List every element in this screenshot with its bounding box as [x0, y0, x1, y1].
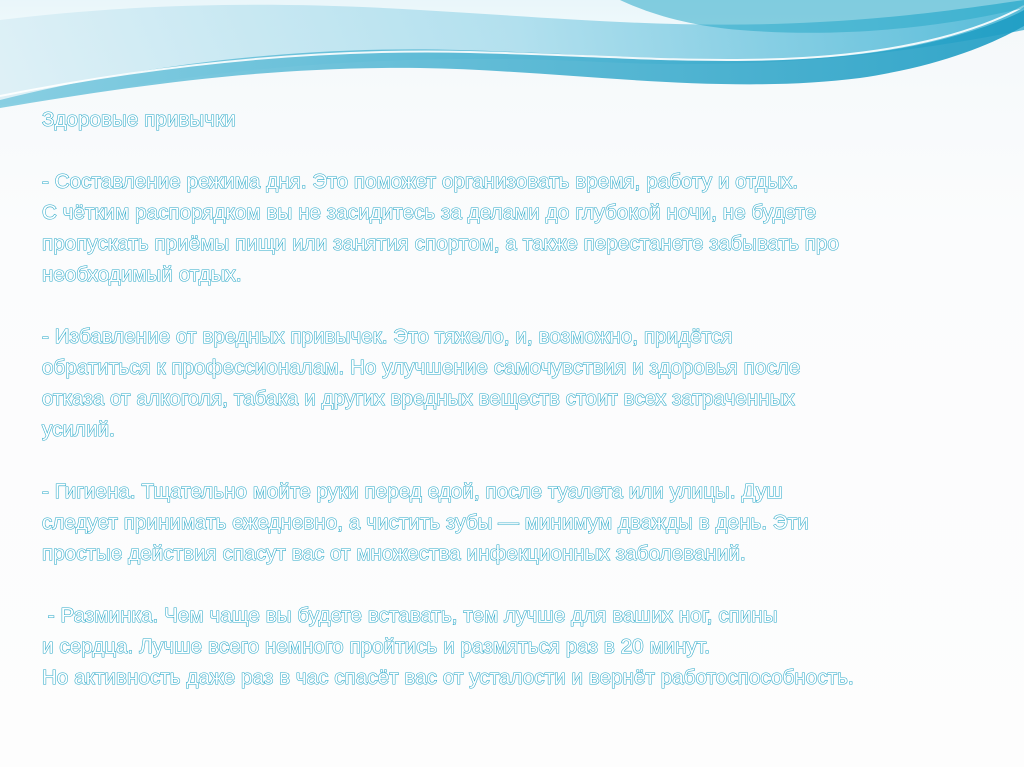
spacer [42, 569, 992, 600]
paragraph-3-line-3: простые действия спасут вас от множества инфекционных заболеваний. [42, 542, 746, 565]
paragraph-4-line-3: Но активность даже раз в час спасёт вас от усталости и вернёт работоспособность. [42, 666, 854, 689]
spacer [42, 135, 992, 166]
paragraph-1-line-1: - Составление режима дня. Это поможет организовать время, работу и отдых. [42, 170, 799, 193]
paragraph-2-line-2: обратиться к профессионалам. Но улучшение самочувствия и здоровья после [42, 356, 801, 379]
spacer [42, 445, 992, 476]
paragraph-2-line-4: усилий. [42, 418, 115, 441]
paragraph-1-line-2: С чётким распорядком вы не засидитесь за делами до глубокой ночи, не будете [42, 201, 817, 224]
paragraph-4-line-1: - Разминка. Чем чаще вы будете вставать, тем лучше для ваших ног, спины [42, 604, 778, 627]
paragraph-2-line-3: отказа от алкоголя, табака и других вредных веществ стоит всех затраченных [42, 387, 795, 410]
slide-title: Здоровые привычки [42, 108, 236, 131]
spacer [42, 290, 992, 321]
decorative-wave-header [0, 0, 1024, 120]
paragraph-3-line-2: следует принимать ежедневно, а чистить зубы — минимум дважды в день. Эти [42, 511, 809, 534]
paragraph-1-line-3: пропускать приёмы пищи или занятия спортом, а также перестанете забывать про [42, 232, 840, 255]
slide-text-body [42, 104, 992, 693]
paragraph-3-line-1: - Гигиена. Тщательно мойте руки перед едой, после туалета или улицы. Душ [42, 480, 783, 503]
paragraph-1-line-4: необходимый отдых. [42, 263, 242, 286]
paragraph-2-line-1: - Избавление от вредных привычек. Это тяжело, и, возможно, придётся [42, 325, 733, 348]
paragraph-4-line-2: и сердца. Лучше всего немного пройтись и размяться раз в 20 минут. [42, 635, 711, 658]
